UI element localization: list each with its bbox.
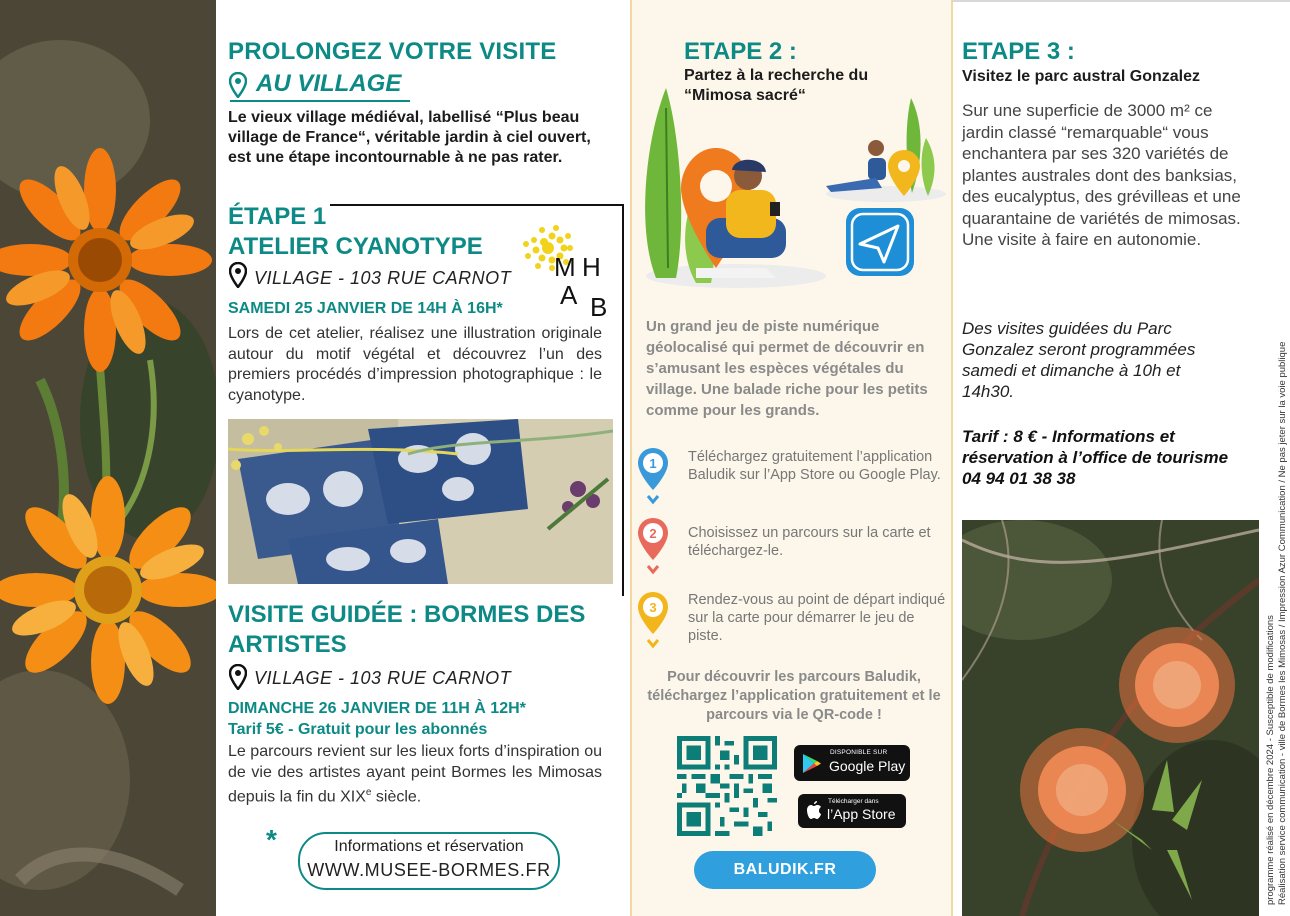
app-store-label: l’App Store [827,806,896,822]
etape2-title: ETAPE 2 : [684,38,797,65]
credits-line2: Réalisation service communication - ville de Bormes les Mimosas / Impression Azur Communication / Ne pas jeter sur la voie publique [1277,341,1288,905]
google-play-icon [802,753,822,779]
step2-marker-icon [636,516,670,576]
etape1-location: VILLAGE - 103 RUE CARNOT [254,268,512,288]
cyanotype-workshop-photo [228,419,613,584]
etape1-title [228,202,483,262]
game-description: Un grand jeu de piste numérique géolocalisé qui permet de découvrir en s’amusant les espèces végétales du village. Une balade riche pour les petits comme pour les grands. [646,318,928,419]
info-label: Informations et réservation [334,838,524,855]
logo-letter-m: M [554,252,576,282]
logo-letter-a: A [560,280,578,310]
step3-number: 3 [649,600,657,615]
etape2-subtitle: Partez à la recherche du “Mimosa sacré“ [684,67,869,104]
visite-description-text: Le parcours revient sur les lieux forts d’inspiration ou de vie des artistes ayant peint Bormes les Mimosas depuis la fin du XIX [228,743,602,806]
visite-description-end: siècle. [371,788,422,806]
step1-text: Téléchargez gratuitement l’application Baludik sur l’App Store ou Google Play. [688,449,941,483]
logo-letter-b: B [590,292,608,318]
visite-guidee-title: VISITE GUIDÉE : BORMES DES ARTISTES [228,601,586,658]
prolongez-heading: PROLONGEZ VOTRE VISITE [228,38,557,65]
step3-text: Rendez-vous au point de départ indiqué sur la carte pour démarrer le jeu de piste. [688,592,946,644]
credits-vertical-text [1265,5,1289,905]
parc-description: Sur une superficie de 3000 m² ce jardin classé “remarquable“ vous enchantera par ses 320 variétés de plantes australes dont des banksias, des eucalyptus, des grévilleas et une quarantaine de variétés de mimosas. Une visite à faire en autonomie. [962,101,1241,249]
etape1-description: Lors de cet atelier, réalisez une illustration originale autour du motif végétal et découvrez l’un des premiers procédés d’impression photographique : le cyanotype. [228,325,602,404]
au-village-heading: AU VILLAGE [256,70,402,97]
etape1-title-line2: ATELIER CYANOTYPE [228,233,483,260]
musee-url-link[interactable]: WWW.MUSEE-BORMES.FR [307,860,551,880]
app-store-button[interactable] [798,794,906,828]
century-superscript: e [365,787,372,798]
heading-underline [230,100,410,102]
frame-right-border [622,204,624,596]
etape1-date: SAMEDI 25 JANVIER DE 14H À 16H* [228,300,503,317]
location-pin-icon [229,664,247,695]
info-reservation-box[interactable] [298,832,560,890]
logo-letter-h: H [582,252,601,282]
asterisk-icon: * [266,824,277,855]
visite-tarif: Tarif 5€ - Gratuit pour les abonnés [228,721,488,738]
google-play-small-text: DISPONIBLE SUR [830,749,888,756]
google-play-label: Google Play [829,758,906,774]
panel-divider [951,0,953,916]
qr-code[interactable] [674,736,780,836]
helichrysum-flowers-image [0,0,216,916]
location-pin-icon [229,262,247,293]
google-play-button[interactable] [794,745,910,781]
baludik-illustration [636,78,946,293]
visite-date: DIMANCHE 26 JANVIER DE 11H À 12H* [228,700,526,717]
baludik-link-button[interactable]: BALUDIK.FR [694,851,876,889]
credits-vertical [1262,0,1290,916]
visite-description [228,742,602,808]
top-border [952,0,1290,2]
banksia-photo [962,520,1259,916]
discover-text: Pour découvrir les parcours Baludik, téléchargez l’application gratuitement et le parcours via le QR-code ! [647,669,941,723]
step1-marker-icon [636,446,670,506]
mhab-logo [516,218,616,318]
etape3-subtitle: Visitez le parc austral Gonzalez [962,68,1201,85]
apple-icon [806,800,823,826]
app-store-small-text: Télécharger dans [828,798,879,805]
etape3-title: ETAPE 3 : [962,38,1075,65]
tarif-text: Tarif : 8 € - Informations et réservation à l’office de tourisme 04 94 01 38 38 [962,427,1229,488]
guided-visits-text: Des visites guidées du Parc Gonzalez seront programmées samedi et dimanche à 10h et 14h30. [962,319,1196,401]
step3-marker-icon [636,590,670,650]
location-pin-icon [229,72,247,103]
flower-photo [0,0,216,916]
step2-text: Choisissez un parcours sur la carte et téléchargez-le. [688,525,931,559]
credits-line1: programme réalisé en décembre 2024 - Susceptible de modifications [1265,615,1276,905]
intro-text: Le vieux village médiéval, labellisé “Plus beau village de France“, véritable jardin à ciel ouvert, est une étape incontournable à ne pas rater. [228,109,591,166]
visite-location: VILLAGE - 103 RUE CARNOT [254,668,512,688]
step2-number: 2 [649,526,657,541]
step1-number: 1 [649,456,657,471]
etape1-title-line1: ÉTAPE 1 [228,203,327,230]
panel-divider [630,0,632,916]
